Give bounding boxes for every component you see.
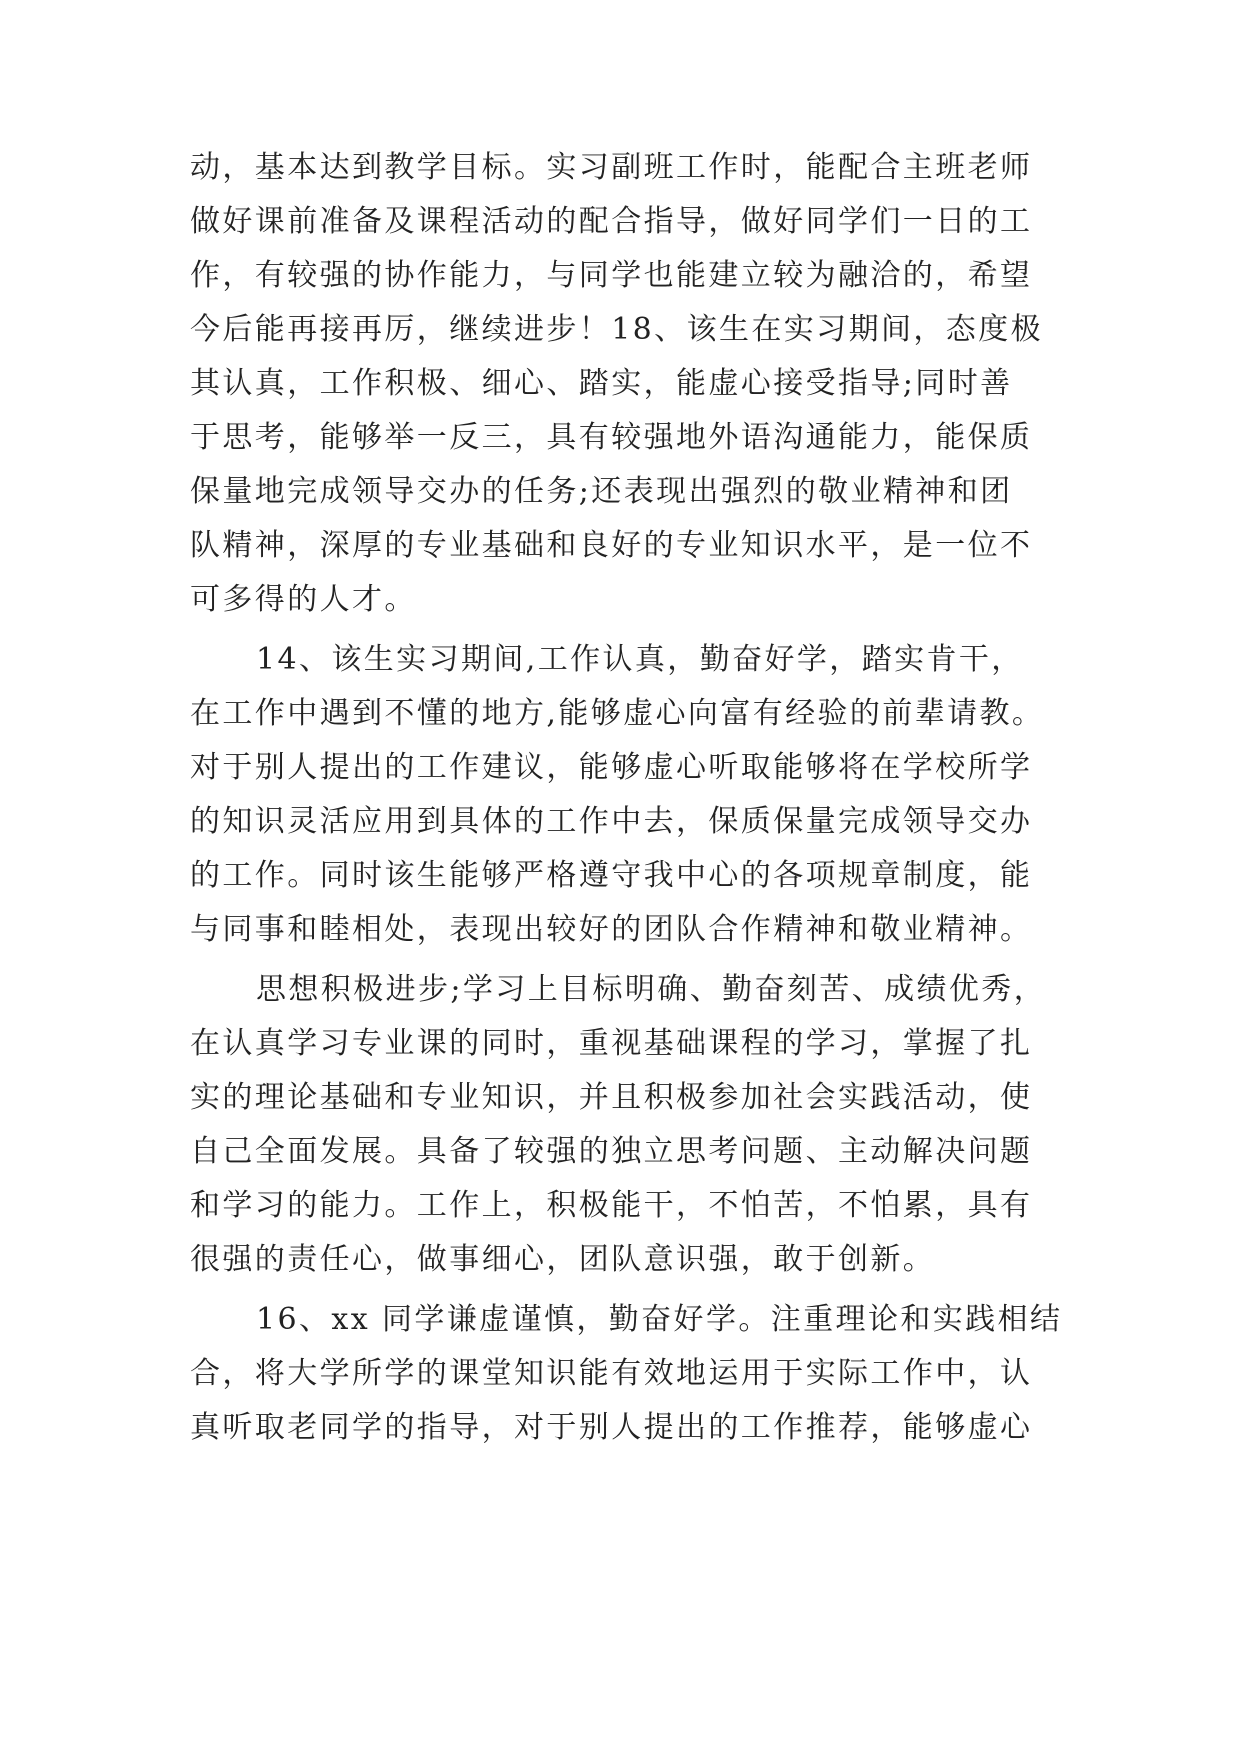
text-line: 于思考，能够举一反三，具有较强地外语沟通能力，能保质: [190, 420, 1033, 455]
text-line: 与同事和睦相处，表现出较好的团队合作精神和敬业精神。: [190, 912, 1033, 947]
text-line: 今后能再接再厉，继续进步！18、该生在实习期间，态度极: [190, 312, 1043, 347]
text-line: 做好课前准备及课程活动的配合指导，做好同学们一日的工: [190, 204, 1033, 239]
text-line: 对于别人提出的工作建议，能够虚心听取能够将在学校所学: [190, 750, 1033, 785]
text-line: 和学习的能力。工作上，积极能干，不怕苦，不怕累，具有: [190, 1188, 1033, 1223]
paragraph-first-line: 14、该生实习期间,工作认真，勤奋好学，踏实肯干，: [256, 642, 1024, 677]
text-line: 动，基本达到教学目标。实习副班工作时，能配合主班老师: [190, 150, 1033, 185]
paragraph-first-line: 思想积极进步;学习上目标明确、勤奋刻苦、成绩优秀，: [256, 972, 1047, 1007]
text-line: 的工作。同时该生能够严格遵守我中心的各项规章制度，能: [190, 858, 1033, 893]
text-line: 真听取老同学的指导，对于别人提出的工作推荐，能够虚心: [190, 1410, 1033, 1445]
text-line: 的知识灵活应用到具体的工作中去，保质保量完成领导交办: [190, 804, 1033, 839]
text-line: 合，将大学所学的课堂知识能有效地运用于实际工作中，认: [190, 1356, 1033, 1391]
text-line: 可多得的人才。: [190, 582, 417, 617]
text-line: 在工作中遇到不懂的地方,能够虚心向富有经验的前辈请教。: [190, 696, 1045, 731]
text-line: 作，有较强的协作能力，与同学也能建立较为融洽的，希望: [190, 258, 1033, 293]
paragraph-first-line: 16、xx 同学谦虚谨慎，勤奋好学。注重理论和实践相结: [256, 1302, 1063, 1337]
text-line: 保量地完成领导交办的任务;还表现出强烈的敬业精神和团: [190, 474, 1013, 509]
text-line: 实的理论基础和专业知识，并且积极参加社会实践活动，使: [190, 1080, 1033, 1115]
text-line: 很强的责任心，做事细心，团队意识强，敢于创新。: [190, 1242, 936, 1277]
text-line: 队精神，深厚的专业基础和良好的专业知识水平，是一位不: [190, 528, 1033, 563]
text-line: 其认真，工作积极、细心、踏实，能虚心接受指导;同时善: [190, 366, 1013, 401]
text-line: 自己全面发展。具备了较强的独立思考问题、主动解决问题: [190, 1134, 1033, 1169]
text-line: 在认真学习专业课的同时，重视基础课程的学习，掌握了扎: [190, 1026, 1033, 1061]
